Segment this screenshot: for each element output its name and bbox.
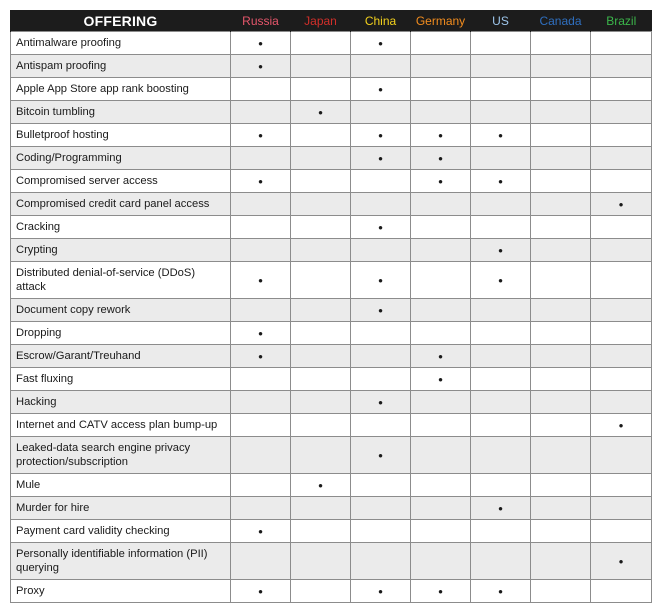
availability-cell-germany <box>411 170 471 193</box>
availability-cell-canada <box>531 368 591 391</box>
availability-cell-us <box>471 239 531 262</box>
availability-cell-brazil <box>591 368 652 391</box>
availability-cell-japan <box>291 193 351 216</box>
offering-label: Internet and CATV access plan bump-up <box>11 414 231 437</box>
availability-cell-brazil <box>591 32 652 55</box>
availability-cell-russia <box>231 32 291 55</box>
availability-cell-germany <box>411 101 471 124</box>
country-header-germany: Germany <box>411 10 471 32</box>
availability-cell-germany <box>411 322 471 345</box>
availability-cell-us <box>471 193 531 216</box>
table-row <box>11 414 652 437</box>
country-header-russia: Russia <box>231 10 291 32</box>
availability-cell-china <box>351 497 411 520</box>
availability-cell-russia <box>231 345 291 368</box>
availability-cell-russia <box>231 437 291 474</box>
availability-cell-russia <box>231 193 291 216</box>
availability-dot-icon: • <box>258 583 263 599</box>
offering-label: Proxy <box>11 580 231 603</box>
availability-dot-icon: • <box>258 58 263 74</box>
table-row <box>11 170 652 193</box>
availability-cell-us <box>471 124 531 147</box>
table-row <box>11 193 652 216</box>
availability-cell-russia <box>231 147 291 170</box>
availability-dot-icon: • <box>318 104 323 120</box>
availability-cell-germany <box>411 437 471 474</box>
offering-label: Apple App Store app rank boosting <box>11 78 231 101</box>
availability-cell-brazil <box>591 147 652 170</box>
availability-dot-icon: • <box>258 127 263 143</box>
availability-cell-germany <box>411 193 471 216</box>
availability-dot-icon: • <box>618 417 624 433</box>
availability-cell-brazil <box>591 520 652 543</box>
availability-cell-canada <box>531 124 591 147</box>
offering-label: Escrow/Garant/Treuhand <box>11 345 231 368</box>
table-row <box>11 437 652 474</box>
availability-cell-germany <box>411 55 471 78</box>
availability-cell-japan <box>291 170 351 193</box>
availability-cell-japan <box>291 437 351 474</box>
availability-cell-us <box>471 262 531 299</box>
availability-cell-china <box>351 78 411 101</box>
table-row <box>11 55 652 78</box>
availability-cell-canada <box>531 193 591 216</box>
availability-cell-us <box>471 520 531 543</box>
availability-cell-china <box>351 193 411 216</box>
table-row <box>11 580 652 603</box>
availability-dot-icon: • <box>258 325 263 341</box>
availability-cell-japan <box>291 124 351 147</box>
availability-cell-canada <box>531 520 591 543</box>
availability-cell-russia <box>231 101 291 124</box>
availability-cell-germany <box>411 543 471 580</box>
offering-label: Coding/Programming <box>11 147 231 170</box>
availability-cell-japan <box>291 520 351 543</box>
availability-cell-japan <box>291 497 351 520</box>
availability-cell-canada <box>531 55 591 78</box>
table-row <box>11 368 652 391</box>
availability-cell-germany <box>411 414 471 437</box>
availability-dot-icon: • <box>498 242 503 258</box>
offering-label: Mule <box>11 474 231 497</box>
offering-label: Distributed denial-of-service (DDoS) attack <box>11 262 231 299</box>
availability-cell-japan <box>291 299 351 322</box>
availability-cell-japan <box>291 239 351 262</box>
availability-dot-icon: • <box>378 272 383 288</box>
availability-cell-russia <box>231 497 291 520</box>
offerings-table <box>10 10 652 603</box>
availability-cell-brazil <box>591 580 652 603</box>
availability-cell-us <box>471 437 531 474</box>
availability-dot-icon: • <box>438 127 443 143</box>
availability-cell-us <box>471 78 531 101</box>
country-header-us: US <box>471 10 531 32</box>
availability-cell-china <box>351 101 411 124</box>
availability-dot-icon: • <box>378 583 383 599</box>
availability-cell-russia <box>231 391 291 414</box>
availability-cell-brazil <box>591 55 652 78</box>
country-header-china: China <box>351 10 411 32</box>
availability-cell-russia <box>231 239 291 262</box>
availability-cell-brazil <box>591 170 652 193</box>
availability-cell-germany <box>411 391 471 414</box>
table-row <box>11 322 652 345</box>
availability-cell-brazil <box>591 239 652 262</box>
offering-label: Personally identifiable information (PII) querying <box>11 543 231 580</box>
availability-cell-canada <box>531 497 591 520</box>
availability-cell-germany <box>411 299 471 322</box>
availability-cell-canada <box>531 391 591 414</box>
availability-dot-icon: • <box>378 81 383 97</box>
availability-cell-germany <box>411 262 471 299</box>
availability-cell-canada <box>531 147 591 170</box>
table-row <box>11 101 652 124</box>
availability-cell-us <box>471 391 531 414</box>
availability-cell-russia <box>231 368 291 391</box>
offering-label: Document copy rework <box>11 299 231 322</box>
offering-label: Payment card validity checking <box>11 520 231 543</box>
availability-dot-icon: • <box>618 553 624 569</box>
availability-cell-us <box>471 32 531 55</box>
availability-cell-canada <box>531 78 591 101</box>
availability-cell-russia <box>231 580 291 603</box>
availability-cell-us <box>471 101 531 124</box>
availability-cell-germany <box>411 124 471 147</box>
availability-cell-us <box>471 474 531 497</box>
availability-cell-brazil <box>591 101 652 124</box>
availability-cell-russia <box>231 55 291 78</box>
availability-cell-japan <box>291 391 351 414</box>
availability-cell-us <box>471 368 531 391</box>
table-row <box>11 543 652 580</box>
availability-cell-canada <box>531 580 591 603</box>
availability-cell-japan <box>291 414 351 437</box>
availability-cell-germany <box>411 147 471 170</box>
availability-cell-brazil <box>591 193 652 216</box>
availability-cell-china <box>351 543 411 580</box>
offering-label: Dropping <box>11 322 231 345</box>
table-row <box>11 147 652 170</box>
availability-cell-brazil <box>591 391 652 414</box>
availability-cell-germany <box>411 216 471 239</box>
availability-dot-icon: • <box>378 127 383 143</box>
offering-label: Fast fluxing <box>11 368 231 391</box>
offering-label: Antispam proofing <box>11 55 231 78</box>
availability-dot-icon: • <box>378 35 383 51</box>
availability-cell-canada <box>531 543 591 580</box>
availability-cell-japan <box>291 322 351 345</box>
offering-label: Cracking <box>11 216 231 239</box>
offering-label: Compromised credit card panel access <box>11 193 231 216</box>
availability-cell-us <box>471 497 531 520</box>
availability-cell-us <box>471 170 531 193</box>
country-header-brazil: Brazil <box>591 10 652 32</box>
availability-cell-canada <box>531 322 591 345</box>
availability-cell-russia <box>231 474 291 497</box>
availability-cell-brazil <box>591 414 652 437</box>
availability-cell-russia <box>231 262 291 299</box>
availability-cell-brazil <box>591 78 652 101</box>
availability-cell-canada <box>531 32 591 55</box>
availability-cell-us <box>471 322 531 345</box>
availability-dot-icon: • <box>318 477 323 493</box>
availability-cell-brazil <box>591 322 652 345</box>
availability-cell-us <box>471 580 531 603</box>
offering-label: Antimalware proofing <box>11 32 231 55</box>
availability-cell-china <box>351 216 411 239</box>
availability-dot-icon: • <box>498 272 503 288</box>
availability-dot-icon: • <box>438 583 443 599</box>
availability-cell-germany <box>411 520 471 543</box>
availability-cell-canada <box>531 414 591 437</box>
availability-cell-japan <box>291 216 351 239</box>
table-row <box>11 497 652 520</box>
availability-cell-germany <box>411 368 471 391</box>
availability-cell-russia <box>231 322 291 345</box>
table-row <box>11 391 652 414</box>
availability-cell-germany <box>411 78 471 101</box>
availability-dot-icon: • <box>378 447 383 463</box>
availability-cell-brazil <box>591 299 652 322</box>
table-row <box>11 239 652 262</box>
availability-cell-canada <box>531 262 591 299</box>
offering-label: Compromised server access <box>11 170 231 193</box>
table-row <box>11 124 652 147</box>
table-row <box>11 520 652 543</box>
availability-cell-japan <box>291 262 351 299</box>
table-row <box>11 345 652 368</box>
availability-cell-china <box>351 414 411 437</box>
availability-cell-china <box>351 580 411 603</box>
availability-dot-icon: • <box>498 583 503 599</box>
availability-cell-russia <box>231 543 291 580</box>
availability-cell-china <box>351 368 411 391</box>
availability-cell-russia <box>231 520 291 543</box>
availability-cell-japan <box>291 543 351 580</box>
availability-cell-china <box>351 322 411 345</box>
table-row <box>11 78 652 101</box>
availability-cell-russia <box>231 299 291 322</box>
availability-cell-canada <box>531 299 591 322</box>
table-body <box>11 32 652 603</box>
availability-dot-icon: • <box>258 348 263 364</box>
availability-dot-icon: • <box>438 150 443 166</box>
offering-label: Bitcoin tumbling <box>11 101 231 124</box>
availability-cell-japan <box>291 580 351 603</box>
availability-dot-icon: • <box>378 219 383 235</box>
availability-cell-brazil <box>591 474 652 497</box>
availability-cell-japan <box>291 32 351 55</box>
availability-cell-germany <box>411 32 471 55</box>
availability-cell-germany <box>411 497 471 520</box>
availability-dot-icon: • <box>258 173 263 189</box>
availability-cell-china <box>351 32 411 55</box>
availability-cell-china <box>351 124 411 147</box>
offering-label: Bulletproof hosting <box>11 124 231 147</box>
availability-cell-china <box>351 437 411 474</box>
availability-dot-icon: • <box>438 371 443 387</box>
availability-cell-germany <box>411 580 471 603</box>
availability-cell-china <box>351 520 411 543</box>
availability-cell-russia <box>231 124 291 147</box>
availability-cell-canada <box>531 239 591 262</box>
availability-cell-japan <box>291 345 351 368</box>
availability-dot-icon: • <box>438 348 443 364</box>
offering-label: Murder for hire <box>11 497 231 520</box>
header-row <box>11 10 652 32</box>
availability-cell-china <box>351 239 411 262</box>
availability-dot-icon: • <box>258 523 263 539</box>
country-header-canada: Canada <box>531 10 591 32</box>
offering-label: Leaked-data search engine privacy protection/subscription <box>11 437 231 474</box>
availability-cell-japan <box>291 78 351 101</box>
availability-cell-brazil <box>591 262 652 299</box>
availability-cell-japan <box>291 368 351 391</box>
table-row <box>11 262 652 299</box>
availability-cell-russia <box>231 170 291 193</box>
availability-cell-china <box>351 262 411 299</box>
availability-cell-brazil <box>591 124 652 147</box>
availability-cell-china <box>351 170 411 193</box>
availability-dot-icon: • <box>378 150 383 166</box>
country-header-japan: Japan <box>291 10 351 32</box>
availability-cell-us <box>471 414 531 437</box>
availability-cell-us <box>471 216 531 239</box>
availability-cell-japan <box>291 101 351 124</box>
availability-cell-canada <box>531 216 591 239</box>
table-row <box>11 474 652 497</box>
availability-cell-brazil <box>591 345 652 368</box>
availability-dot-icon: • <box>378 394 383 410</box>
table-row <box>11 216 652 239</box>
availability-cell-china <box>351 474 411 497</box>
availability-cell-brazil <box>591 543 652 580</box>
availability-cell-china <box>351 147 411 170</box>
availability-cell-canada <box>531 345 591 368</box>
availability-dot-icon: • <box>438 173 443 189</box>
availability-dot-icon: • <box>258 272 263 288</box>
availability-cell-china <box>351 55 411 78</box>
availability-cell-brazil <box>591 216 652 239</box>
availability-cell-canada <box>531 437 591 474</box>
availability-dot-icon: • <box>498 127 503 143</box>
availability-cell-us <box>471 543 531 580</box>
availability-cell-us <box>471 55 531 78</box>
offering-label: Crypting <box>11 239 231 262</box>
availability-cell-us <box>471 147 531 170</box>
availability-cell-canada <box>531 101 591 124</box>
availability-cell-japan <box>291 474 351 497</box>
availability-cell-japan <box>291 55 351 78</box>
availability-cell-us <box>471 345 531 368</box>
availability-dot-icon: • <box>258 35 263 51</box>
availability-cell-china <box>351 391 411 414</box>
availability-dot-icon: • <box>618 196 624 212</box>
offering-column-header: OFFERING <box>11 10 231 32</box>
availability-cell-canada <box>531 474 591 497</box>
availability-cell-us <box>471 299 531 322</box>
availability-cell-germany <box>411 474 471 497</box>
availability-cell-brazil <box>591 497 652 520</box>
availability-cell-japan <box>291 147 351 170</box>
offering-label: Hacking <box>11 391 231 414</box>
availability-cell-germany <box>411 239 471 262</box>
availability-cell-russia <box>231 216 291 239</box>
availability-cell-china <box>351 299 411 322</box>
availability-cell-germany <box>411 345 471 368</box>
availability-cell-brazil <box>591 437 652 474</box>
availability-dot-icon: • <box>498 500 503 516</box>
availability-cell-canada <box>531 170 591 193</box>
availability-dot-icon: • <box>378 302 383 318</box>
table-row <box>11 32 652 55</box>
availability-cell-russia <box>231 414 291 437</box>
availability-dot-icon: • <box>498 173 503 189</box>
table-row <box>11 299 652 322</box>
availability-cell-china <box>351 345 411 368</box>
availability-cell-russia <box>231 78 291 101</box>
